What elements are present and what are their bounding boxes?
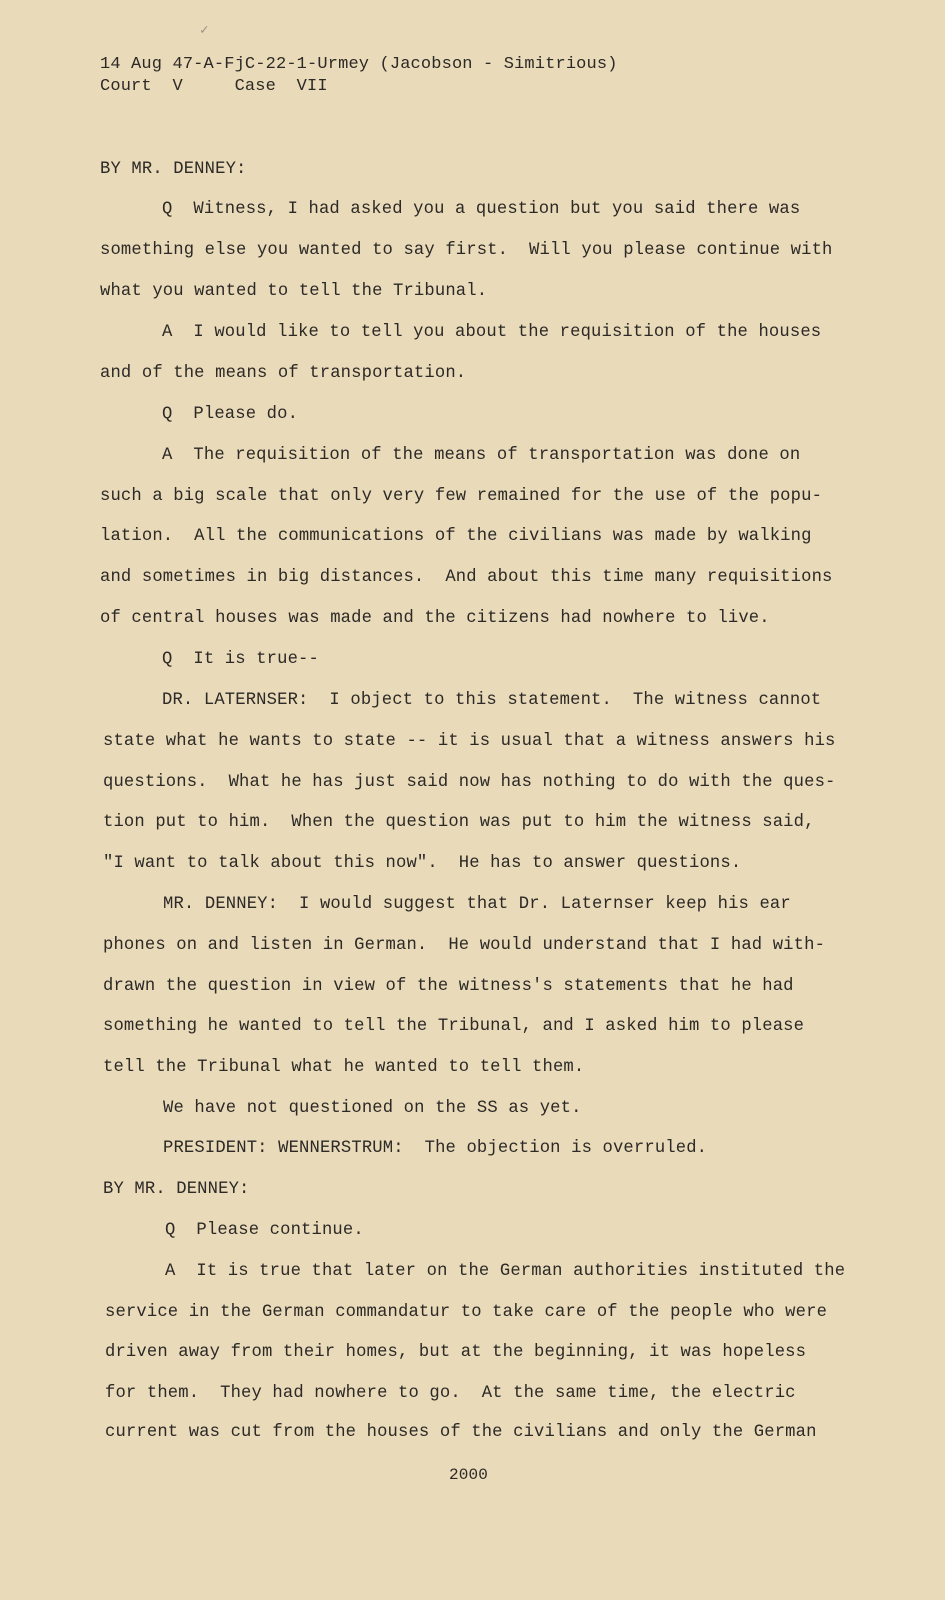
text-line: We have not questioned on the SS as yet.	[163, 1099, 582, 1118]
text-line: current was cut from the houses of the civilians and only the German	[105, 1423, 817, 1442]
text-line: PRESIDENT: WENNERSTRUM: The objection is overruled.	[163, 1139, 708, 1158]
text-line: Q Witness, I had asked you a question but you said there was	[162, 200, 801, 219]
text-line: state what he wants to state -- it is usual that a witness answers his	[103, 732, 836, 751]
speaker-heading: BY MR. DENNEY:	[100, 160, 247, 179]
text-line: questions. What he has just said now has nothing to do with the ques-	[103, 773, 836, 792]
text-line: "I want to talk about this now". He has to answer questions.	[103, 854, 742, 873]
speaker-heading: BY MR. DENNEY:	[103, 1180, 250, 1199]
text-line: and sometimes in big distances. And about this time many requisitions	[100, 568, 833, 587]
text-line: MR. DENNEY: I would suggest that Dr. Laternser keep his ear	[163, 895, 791, 914]
text-line: A I would like to tell you about the requisition of the houses	[162, 323, 822, 342]
text-line: for them. They had nowhere to go. At the same time, the electric	[105, 1384, 796, 1403]
text-line: Q Please do.	[162, 405, 299, 424]
text-line: tell the Tribunal what he wanted to tell them.	[103, 1058, 585, 1077]
text-line: phones on and listen in German. He would understand that I had with-	[103, 936, 826, 955]
text-line: tion put to him. When the question was put to him the witness said,	[103, 813, 815, 832]
text-line: DR. LATERNSER: I object to this statement. The witness cannot	[162, 691, 822, 710]
text-line: Q It is true--	[162, 650, 319, 669]
header-line-2: Court V Case VII	[100, 77, 328, 96]
text-line: service in the German commandatur to take care of the people who were	[105, 1303, 828, 1322]
text-line: something else you wanted to say first. Will you please continue with	[100, 241, 833, 260]
text-line: A It is true that later on the German authorities instituted the	[165, 1262, 846, 1281]
text-line: of central houses was made and the citizens had nowhere to live.	[100, 609, 770, 628]
check-mark-icon: ✓	[200, 23, 209, 39]
header-line-1: 14 Aug 47-A-FjC-22-1-Urmey (Jacobson - Simitrious)	[100, 55, 618, 74]
text-line: Q Please continue.	[165, 1221, 364, 1240]
text-line: something he wanted to tell the Tribunal, and I asked him to please	[103, 1017, 805, 1036]
text-line: drawn the question in view of the witness's statements that he had	[103, 977, 794, 996]
text-line: what you wanted to tell the Tribunal.	[100, 282, 488, 301]
text-line: driven away from their homes, but at the beginning, it was hopeless	[105, 1343, 807, 1362]
text-line: such a big scale that only very few remained for the use of the popu-	[100, 487, 823, 506]
text-line: and of the means of transportation.	[100, 364, 467, 383]
text-line: lation. All the communications of the civilians was made by walking	[100, 527, 812, 546]
page-number: 2000	[449, 1466, 489, 1484]
text-line: A The requisition of the means of transportation was done on	[162, 446, 801, 465]
